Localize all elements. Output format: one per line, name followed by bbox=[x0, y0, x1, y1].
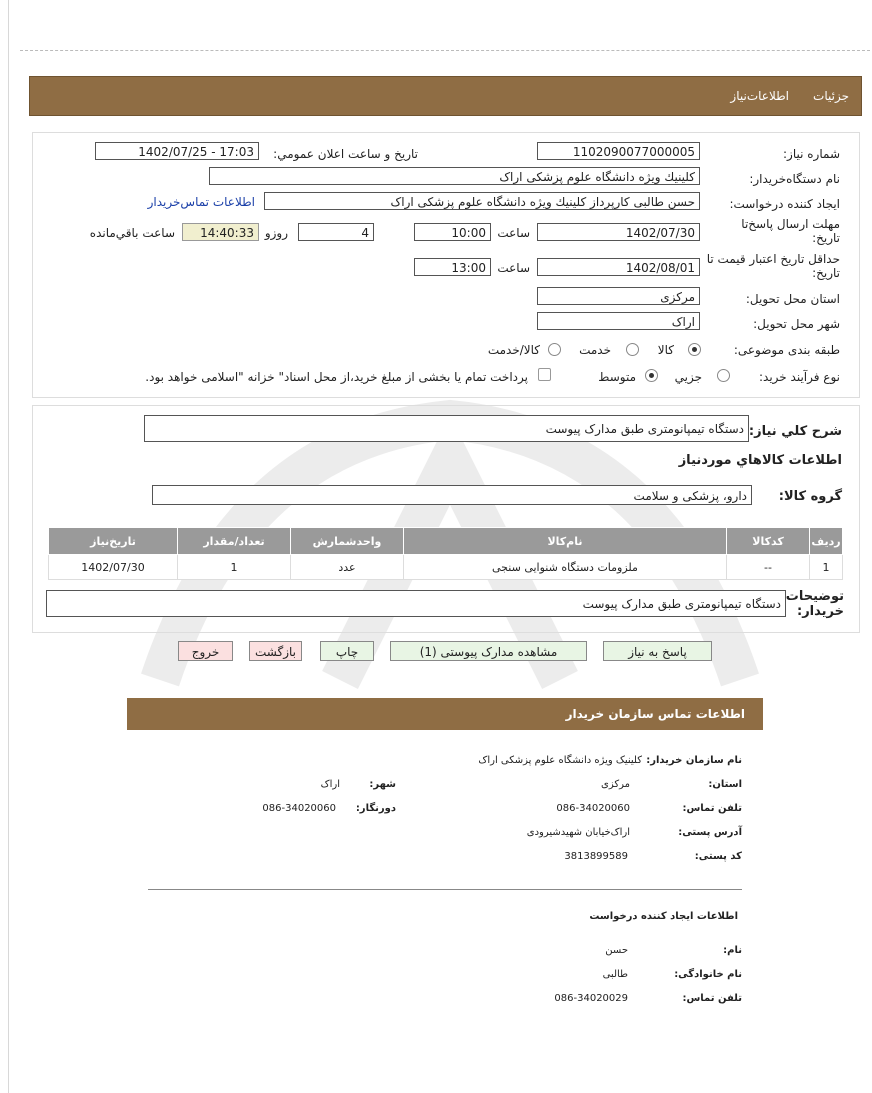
min-validity-date-field: 1402/08/01 bbox=[537, 258, 700, 276]
cell-goods-name: ملزومات دستگاه شنوایی سنجی bbox=[404, 555, 727, 580]
postal-code-label: کد پستی: bbox=[694, 851, 742, 862]
print-button[interactable]: چاپ bbox=[320, 641, 374, 661]
left-border-line bbox=[8, 0, 9, 1093]
goods-group-label: گروه كالا: bbox=[778, 489, 842, 504]
min-validity-time-label: ساعت bbox=[497, 261, 530, 275]
min-validity-label: حداقل تاريخ اعتبار قيمت تا تاريخ: bbox=[706, 252, 840, 280]
creator-phone-value: 086-34020029 bbox=[554, 993, 628, 1004]
back-button[interactable]: بازگشت bbox=[249, 641, 302, 661]
province-label: استان محل تحويل: bbox=[745, 292, 840, 306]
need-no-field: 1102090077000005 bbox=[537, 142, 700, 160]
postal-code-value: 3813899589 bbox=[564, 851, 628, 862]
province-info-label: استان: bbox=[708, 779, 742, 790]
address-label: آدرس پستی: bbox=[678, 827, 742, 838]
process-medium-radio[interactable] bbox=[645, 369, 658, 382]
phone-label: تلفن تماس: bbox=[682, 803, 742, 814]
process-minor-label: جزيي bbox=[674, 370, 702, 384]
address-value: اراک‌خیابان شهیدشیرودی bbox=[526, 827, 630, 838]
top-divider bbox=[20, 50, 870, 51]
contact-section-header bbox=[127, 698, 763, 730]
col-need-date: تاريخ‌نياز bbox=[49, 528, 178, 555]
buyer-field: كلينيك ویژه دانشگاه علوم پزشكی اراک bbox=[209, 167, 700, 185]
reply-button[interactable]: پاسخ به نياز bbox=[603, 641, 712, 661]
col-quantity: تعداد/مقدار bbox=[178, 528, 291, 555]
city-label: شهر محل تحويل: bbox=[753, 317, 840, 331]
org-name-label: نام سازمان خريدار: bbox=[646, 755, 742, 766]
buyer-notes-field: دستگاه تیمپانومتری طبق مدارک پیوست bbox=[46, 590, 786, 617]
city-field: اراک bbox=[537, 312, 700, 330]
col-unit: واحدشمارش bbox=[291, 528, 404, 555]
days-field: 4 bbox=[298, 223, 374, 241]
fax-value: 086-34020060 bbox=[262, 803, 336, 814]
min-validity-time-field: 13:00 bbox=[414, 258, 491, 276]
cell-unit: عدد bbox=[291, 555, 404, 580]
org-name-value: کلینیک ویژه دانشگاه علوم پزشکی اراک bbox=[478, 755, 642, 766]
remaining-label: ساعت باقي‌مانده bbox=[89, 226, 175, 240]
table-row bbox=[49, 555, 843, 580]
announce-label: تاريخ و ساعت اعلان عمومي: bbox=[273, 147, 418, 161]
deadline-time-label: ساعت bbox=[497, 226, 530, 240]
fax-label: دورنگار: bbox=[355, 803, 396, 814]
buyer-notes-label: توضيحات خريدار: bbox=[785, 589, 844, 619]
page-header bbox=[29, 76, 862, 116]
deadline-date-field: 1402/07/30 bbox=[537, 223, 700, 241]
view-attachments-button[interactable]: مشاهده مدارک پیوستی (1) bbox=[390, 641, 587, 661]
city-info-value: اراک bbox=[320, 779, 340, 790]
creator-family-value: طالبی bbox=[602, 969, 628, 980]
creator-family-label: نام خانوادگی: bbox=[674, 969, 742, 980]
goods-table bbox=[48, 527, 843, 580]
phone-value: 086-34020060 bbox=[556, 803, 630, 814]
cell-need-date: 1402/07/30 bbox=[49, 555, 178, 580]
goods-group-field: دارو، پزشكی و سلامت bbox=[152, 485, 752, 505]
tab-details[interactable]: جزئيات bbox=[813, 89, 849, 103]
deadline-label: مهلت ارسال پاسخ‌تا تاريخ: bbox=[741, 217, 840, 245]
category-goods-label: كالا bbox=[657, 343, 674, 357]
general-desc-field: دستگاه تیمپانومتری طبق مدارک پیوست bbox=[144, 415, 749, 442]
cell-quantity: 1 bbox=[178, 555, 291, 580]
col-goods-name: نام‌كالا bbox=[404, 528, 727, 555]
creator-phone-label: تلفن تماس: bbox=[682, 993, 742, 1004]
cell-row-no: 1 bbox=[810, 555, 843, 580]
treasury-payment-checkbox[interactable] bbox=[538, 368, 551, 381]
need-no-label: شماره نياز: bbox=[783, 147, 840, 161]
col-row-no: رديف bbox=[810, 528, 843, 555]
province-info-value: مركزی bbox=[601, 779, 630, 790]
category-goods-service-radio[interactable] bbox=[548, 343, 561, 356]
buyer-contact-link[interactable]: اطلاعات تماس‌خريدار bbox=[147, 195, 255, 209]
treasury-payment-note: پرداخت تمام يا بخشی از مبلغ خريد،از محل اسناد" خزانه "اسلامی خواهد بود. bbox=[145, 370, 528, 384]
contact-section-title: اطلاعات تماس سازمان خريدار bbox=[565, 707, 745, 721]
goods-info-title: اطلاعات كالاهاي موردنياز bbox=[678, 453, 842, 468]
province-field: مركزی bbox=[537, 287, 700, 305]
creator-name-value: حسن bbox=[605, 945, 628, 956]
buyer-label: نام دستگاه‌خريدار: bbox=[749, 172, 840, 186]
remaining-time-field: 14:40:33 bbox=[182, 223, 259, 241]
contact-divider bbox=[148, 889, 742, 890]
category-service-label: خدمت bbox=[579, 343, 611, 357]
cell-goods-code: -- bbox=[727, 555, 810, 580]
creator-info-title: اطلاعات ايجاد كننده درخواست bbox=[589, 911, 738, 922]
exit-button[interactable]: خروج bbox=[178, 641, 233, 661]
table-header-row bbox=[49, 528, 843, 555]
col-goods-code: كدكالا bbox=[727, 528, 810, 555]
creator-name-label: نام: bbox=[723, 945, 742, 956]
days-label: روزو bbox=[264, 226, 288, 240]
announce-field: 1402/07/25 - 17:03 bbox=[95, 142, 259, 160]
tab-need-info[interactable]: اطلاعات‌نياز bbox=[730, 89, 789, 103]
process-minor-radio[interactable] bbox=[717, 369, 730, 382]
process-medium-label: متوسط bbox=[598, 370, 636, 384]
category-label: طبقه بندی موضوعی: bbox=[733, 343, 840, 357]
category-goods-radio[interactable] bbox=[688, 343, 701, 356]
deadline-time-field: 10:00 bbox=[414, 223, 491, 241]
category-service-radio[interactable] bbox=[626, 343, 639, 356]
process-label: نوع فرآيند خريد: bbox=[759, 370, 840, 384]
city-info-label: شهر: bbox=[369, 779, 396, 790]
category-goods-service-label: كالا/خدمت bbox=[487, 343, 540, 357]
creator-field: حسن طالبی کارپرداز كلينيك ویژه دانشگاه علوم پزشكی اراک bbox=[264, 192, 700, 210]
general-desc-label: شرح كلي نياز: bbox=[748, 424, 842, 439]
creator-label: ايجاد كننده درخواست: bbox=[729, 197, 840, 211]
